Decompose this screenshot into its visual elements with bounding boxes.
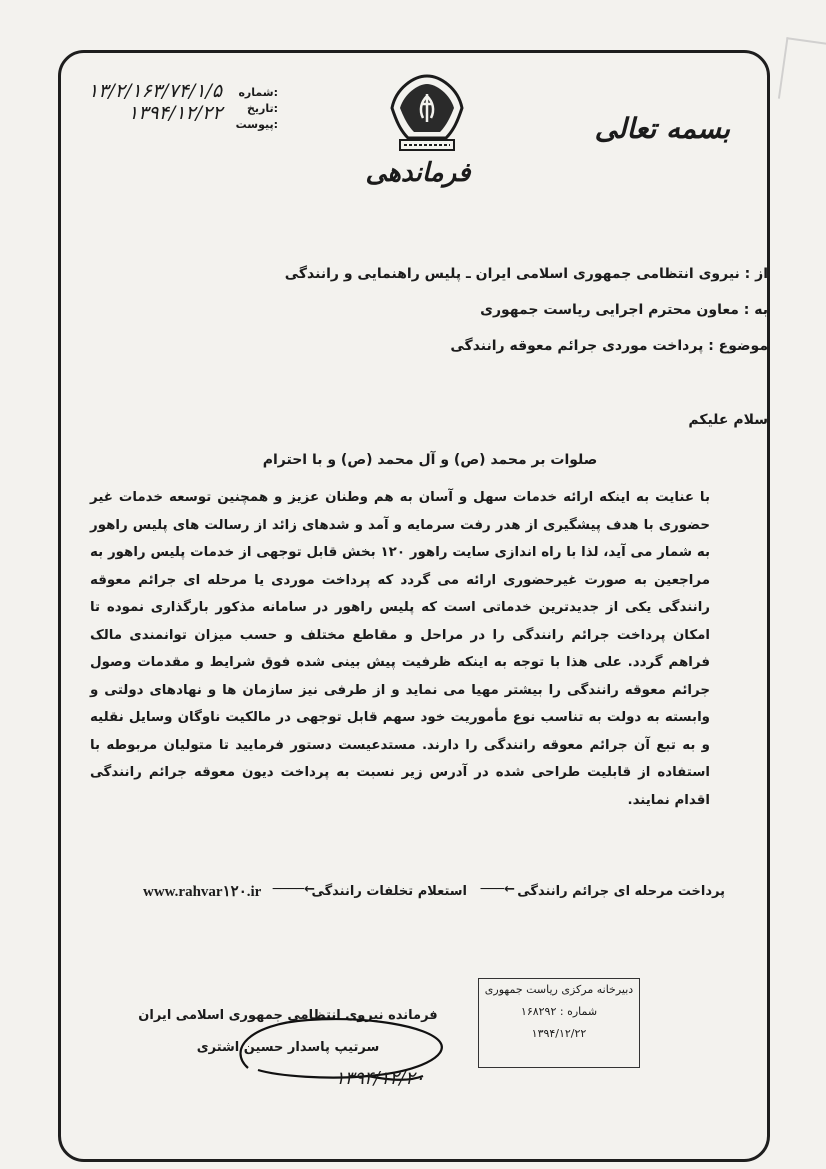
flow-step-2: استعلام تخلفات رانندگی <box>311 884 467 899</box>
letter-body: با عنایت به اینکه ارائه خدمات سهل و آسان به هم وطنان عزیز و همچنین توسعه خدمات غیر حضوری با هدف پیشگیری از هدر رفت سرمایه و آمد و شدهای زائد از رسالت های پلیس راهور به شمار می آید، لذا با راه اندازی سایت راهور ۱۲۰ بخش قابل توجهی از خدمات پلیس راهور به مراجعین به صورت غیرحضوری ارائه می گردد که پرداخت موردی یا مرحله ای جرائم معوقه رانندگی یکی از جدیدترین خدماتی است که پلیس راهور در سامانه مذکور بارگذاری نموده تا امکان پرداخت جرائم رانندگی را در مراحل و مقاطع مختلف و حسب میزان توانمندی مالک فراهم گردد. علی هذا با توجه به اینکه ظرفیت پیش بینی شده فوق شرایط و مقدمات وصول جرائم معوقه رانندگی را بیشتر مهیا می نماید و از طرفی نیز سازمان ها و نهادهای دولتی و وابسته به دولت به تناسب نوع مأموریت خود سهم قابل توجهی در مالکیت ناوگان وسایل نقلیه و به تبع آن جرائم معوقه رانندگی را دارند. مستدعیست دستور فرمایید تا متولیان مربوطه با استفاده از قابلیت طراحی شده در آدرس زیر نسبت به پرداخت دیون معوقه جرائم رانندگی اقدام نمایند. <box>90 490 710 808</box>
flow-arrow-2: ←──── <box>272 882 315 897</box>
police-emblem-icon <box>388 74 466 154</box>
registry-stamp-title: دبیرخانه مرکزی ریاست جمهوری <box>484 983 634 996</box>
subject-line: موضوع : پرداخت موردی جرائم معوقه رانندگی <box>450 338 768 354</box>
handwritten-sign-date: ۱۳۹۴/۱۲/۲۰ <box>335 1068 425 1089</box>
bismillah-heading: بسمه تعالی <box>594 112 730 145</box>
flow-arrow-1: ←─── <box>480 882 515 897</box>
letter-meta <box>88 80 278 150</box>
salutation: صلوات بر محمد (ص) و آل محمد (ص) و با احترام <box>262 452 598 468</box>
website-link[interactable]: www.rahvar۱۲۰.ir <box>143 884 262 900</box>
corner-mark <box>778 37 826 105</box>
number-label: شماره: <box>238 86 278 99</box>
signatory-title: فرمانده نیروی انتظامی جمهوری اسلامی ایران <box>138 1008 438 1023</box>
flow-step-1: پرداخت مرحله ای جرائم رانندگی <box>517 884 725 899</box>
signatory-name: سرتیپ پاسدار حسین اشتری <box>196 1040 380 1055</box>
to-line: به : معاون محترم اجرایی ریاست جمهوری <box>480 302 768 318</box>
greeting: سلام علیکم <box>688 412 768 428</box>
date-label: تاریخ: <box>246 102 278 115</box>
registry-stamp <box>478 978 640 1068</box>
number-value: ۱۳/۲/۱۶۳/۷۴/۱/۵ <box>88 80 223 102</box>
attachment-label: پیوست: <box>235 118 278 131</box>
registry-stamp-number: شماره : ۱۶۸۲۹۲ <box>520 1005 598 1018</box>
command-title: فرماندهی <box>365 158 471 188</box>
from-line: از : نیروی انتظامی جمهوری اسلامی ایران ـ پلیس راهنمایی و رانندگی <box>284 266 768 282</box>
registry-stamp-date: ۱۳۹۴/۱۲/۲۲ <box>531 1027 587 1040</box>
date-value: ۱۳۹۴/۱۲/۲۲ <box>128 102 223 124</box>
